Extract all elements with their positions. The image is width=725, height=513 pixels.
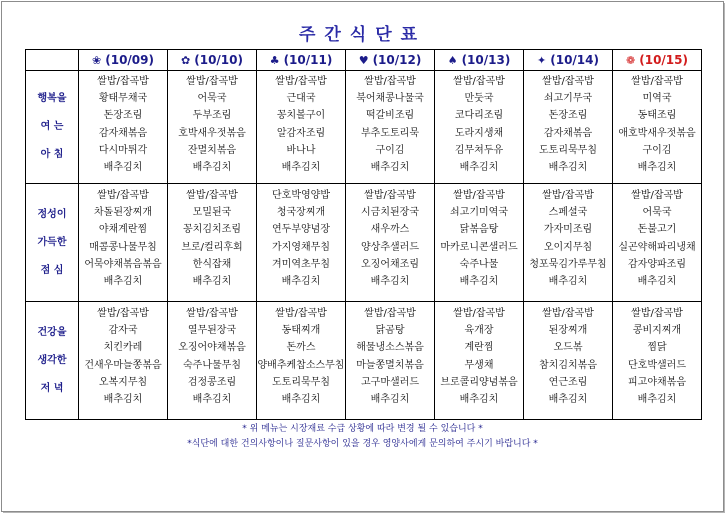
day-header	[435, 50, 524, 71]
menu-item: 배추김치	[459, 161, 499, 173]
menu-item: 피고야채볶음	[628, 376, 686, 388]
menu-item: 배추김치	[637, 161, 677, 173]
menu-cell	[79, 302, 168, 420]
meal-row	[26, 302, 702, 420]
menu-item: 쌀밥/잡곡밥	[453, 190, 505, 201]
menu-item: 배추김치	[370, 393, 410, 405]
menu-item: 쌀밥/잡곡밥	[275, 76, 327, 87]
menu-item: 쌀밥/잡곡밥	[542, 76, 594, 87]
menu-item: 만둣국	[464, 93, 494, 105]
menu-item: 감자채볶음	[98, 127, 148, 139]
menu-item: 오징어채조림	[361, 258, 419, 270]
menu-item: 쌀밥/잡곡밥	[275, 308, 327, 319]
menu-cell	[524, 302, 613, 420]
menu-item: 감자채볶음	[543, 127, 593, 139]
day-label: (10/14)	[550, 53, 599, 67]
menu-item: 실곤약해파리냉채	[618, 241, 696, 253]
menu-cell	[168, 184, 257, 302]
menu-item: 단호박영양밥	[272, 190, 330, 201]
menu-item: 배추김치	[370, 275, 410, 287]
menu-item: 무생채	[464, 359, 494, 371]
menu-cell	[435, 302, 524, 420]
menu-item: 돈장조림	[103, 110, 143, 122]
menu-item: 북어채콩나물국	[356, 93, 424, 105]
menu-item: 브로콜리양념볶음	[440, 376, 518, 388]
menu-item: 콩비지찌개	[632, 325, 682, 337]
menu-item: 쌀밥/잡곡밥	[186, 190, 238, 201]
menu-item: 쇠고기미역국	[450, 207, 508, 219]
day-label: (10/09)	[105, 53, 154, 67]
menu-item: 배추김치	[548, 275, 588, 287]
menu-item: 연두부양념장	[272, 224, 330, 236]
menu-item: 새우까스	[370, 224, 410, 236]
menu-item: 닭볶음탕	[459, 224, 499, 236]
menu-item: 배추김치	[192, 161, 232, 173]
menu-cell	[613, 71, 702, 184]
menu-item: 배추김치	[281, 161, 321, 173]
menu-item: 배추김치	[637, 275, 677, 287]
menu-item: 건새우마늘쫑볶음	[84, 359, 162, 371]
menu-item: 야채계란찜	[98, 224, 148, 236]
menu-item: 참치김치볶음	[539, 359, 597, 371]
menu-item: 바나나	[286, 144, 316, 156]
menu-item: 호박새우젓볶음	[178, 127, 246, 139]
menu-item: 배추김치	[459, 275, 499, 287]
menu-change-note: * 위 메뉴는 시장재료 수급 상황에 따라 변경 될 수 있습니다 *	[242, 424, 483, 434]
menu-cell	[346, 71, 435, 184]
menu-cell	[168, 302, 257, 420]
day-label: (10/11)	[283, 53, 333, 67]
flower-icon: ✦	[537, 54, 547, 67]
flower-icon: ♠	[447, 54, 458, 67]
menu-item: 돈불고기	[637, 224, 677, 236]
day-header-row	[26, 50, 702, 71]
day-label: (10/12)	[372, 53, 422, 67]
day-label: (10/13)	[461, 53, 511, 67]
menu-item: 배추김치	[281, 393, 321, 405]
menu-item: 쌀밥/잡곡밥	[186, 76, 238, 87]
menu-item: 감자국	[108, 325, 138, 337]
menu-item: 근대국	[286, 93, 316, 105]
menu-item: 치킨카레	[103, 342, 143, 354]
menu-item: 동태찌개	[281, 325, 321, 337]
menu-item: 쌀밥/잡곡밥	[186, 308, 238, 319]
menu-item: 꽁치김치조림	[183, 224, 241, 236]
menu-item: 미역국	[642, 93, 672, 105]
menu-item: 도토리묵무침	[539, 144, 597, 156]
flower-icon: ♥	[358, 54, 369, 67]
menu-item: 오드볶	[553, 342, 583, 354]
menu-cell	[524, 71, 613, 184]
menu-item: 쌀밥/잡곡밥	[631, 308, 683, 319]
meal-label	[26, 184, 79, 302]
menu-item: 다시마튀각	[98, 144, 148, 156]
menu-item: 양배추케찹소스무침	[257, 359, 345, 371]
menu-item: 시금치된장국	[361, 207, 419, 219]
menu-item: 꽁치볼구이	[276, 110, 326, 122]
menu-item: 애호박새우젓볶음	[618, 127, 696, 139]
menu-cell	[257, 184, 346, 302]
inquiry-note: *식단에 대한 건의사항이나 질문사항이 있을 경우 영양사에게 문의하여 주시기 바랍니다 *	[187, 439, 538, 449]
meal-label-line: 건강을	[37, 326, 67, 338]
menu-cell	[346, 184, 435, 302]
menu-cell	[346, 302, 435, 420]
menu-item: 배추김치	[370, 161, 410, 173]
menu-item: 황태무채국	[98, 93, 148, 105]
menu-item: 배추김치	[103, 393, 143, 405]
menu-item: 연근조림	[548, 376, 588, 388]
flower-icon: ❀	[92, 54, 102, 67]
menu-cell	[613, 184, 702, 302]
day-label: (10/10)	[194, 53, 243, 67]
menu-item: 숙주나물무침	[183, 359, 241, 371]
day-header	[613, 50, 702, 71]
menu-cell	[79, 71, 168, 184]
meal-label-line: 아 침	[40, 149, 64, 160]
meal-label-line: 정성이	[37, 208, 67, 220]
menu-item: 배추김치	[192, 393, 232, 405]
menu-item: 오징어야채볶음	[178, 342, 246, 354]
day-header	[346, 50, 435, 71]
menu-item: 숙주나물	[459, 258, 499, 270]
menu-item: 마카로니콘샐러드	[440, 241, 518, 253]
menu-item: 잔멸치볶음	[187, 144, 237, 156]
menu-item: 배추김치	[103, 161, 143, 173]
menu-item: 배추김치	[281, 275, 321, 287]
menu-item: 가지영채무침	[272, 241, 330, 253]
menu-item: 동태조림	[637, 110, 677, 122]
menu-item: 부추도토리묵	[361, 127, 419, 139]
menu-item: 두부조림	[192, 110, 232, 122]
menu-item: 쌀밥/잡곡밥	[97, 190, 149, 201]
menu-item: 쌀밥/잡곡밥	[97, 308, 149, 319]
menu-item: 매콤콩나물무침	[89, 241, 157, 253]
meal-label-line: 행복을	[37, 93, 67, 104]
menu-item: 육개장	[464, 325, 494, 337]
menu-item: 쌀밥/잡곡밥	[364, 190, 416, 201]
flower-icon: ❁	[626, 54, 636, 67]
menu-item: 양상추샐러드	[361, 241, 419, 253]
menu-item: 고구마샐러드	[361, 376, 419, 388]
weekly-menu-table	[25, 49, 702, 420]
meal-row	[26, 71, 702, 184]
page-title: 주간식단표	[298, 25, 427, 45]
menu-item: 쌀밥/잡곡밥	[631, 190, 683, 201]
meal-label	[26, 71, 79, 184]
menu-item: 오복지무침	[98, 376, 148, 388]
menu-cell	[79, 184, 168, 302]
menu-item: 도라지생채	[454, 127, 504, 139]
menu-item: 쌀밥/잡곡밥	[364, 308, 416, 319]
menu-cell	[257, 71, 346, 184]
menu-item: 배추김치	[637, 393, 677, 405]
meal-label-line: 여 는	[40, 121, 64, 132]
menu-item: 쌀밥/잡곡밥	[453, 76, 505, 87]
menu-item: 떡갈비조림	[365, 110, 415, 122]
menu-item: 단호박샐러드	[628, 359, 686, 371]
menu-item: 된장찌개	[548, 325, 588, 337]
menu-item: 쌀밥/잡곡밥	[542, 190, 594, 201]
menu-item: 쇠고기무국	[543, 93, 593, 105]
meal-label-line: 가득한	[37, 236, 67, 248]
menu-item: 쌀밥/잡곡밥	[631, 76, 683, 87]
menu-item: 청포묵김가루무침	[529, 258, 607, 270]
menu-item: 겨미역초무침	[272, 258, 330, 270]
menu-item: 청국장찌개	[276, 207, 326, 219]
menu-item: 김무쳐두유	[454, 144, 504, 156]
menu-item: 어묵국	[642, 207, 672, 219]
header-corner	[26, 50, 79, 71]
menu-item: 감자양파조림	[628, 258, 686, 270]
menu-cell	[168, 71, 257, 184]
menu-item: 구이김	[642, 144, 672, 156]
menu-item: 도토리묵무침	[272, 376, 330, 388]
menu-item: 배추김치	[548, 161, 588, 173]
meal-row	[26, 184, 702, 302]
menu-cell	[435, 71, 524, 184]
menu-item: 배추김치	[192, 275, 232, 287]
menu-item: 모밀된국	[192, 207, 232, 219]
menu-item: 구이김	[375, 144, 405, 156]
menu-item: 오이지무침	[543, 241, 593, 253]
menu-item: 닭곰탕	[375, 325, 405, 337]
menu-item: 열무된장국	[187, 325, 237, 337]
menu-cell	[613, 302, 702, 420]
menu-item: 가자미조림	[543, 224, 593, 236]
menu-item: 브로/컬리후회	[181, 241, 243, 253]
meal-label	[26, 302, 79, 420]
menu-item: 쌀밥/잡곡밥	[453, 308, 505, 319]
menu-cell	[257, 302, 346, 420]
menu-item: 마늘쫑멸치볶음	[356, 359, 424, 371]
menu-item: 돈까스	[286, 342, 316, 354]
menu-item: 돈장조림	[548, 110, 588, 122]
menu-cell	[435, 184, 524, 302]
menu-item: 검정콩조림	[187, 376, 237, 388]
menu-item: 배추김치	[548, 393, 588, 405]
menu-item: 한식잡채	[192, 258, 232, 270]
menu-item: 쌀밥/잡곡밥	[364, 76, 416, 87]
day-label: (10/15)	[639, 53, 688, 67]
menu-item: 코다리조림	[454, 110, 504, 122]
menu-item: 찜닭	[647, 342, 667, 354]
menu-item: 계란찜	[464, 342, 494, 354]
menu-item: 알감자조림	[276, 127, 326, 139]
menu-item: 쌀밥/잡곡밥	[97, 76, 149, 87]
meal-label-line: 점 심	[40, 264, 64, 276]
menu-item: 배추김치	[103, 275, 143, 287]
meal-label-line: 생각한	[37, 354, 67, 366]
menu-item: 쌀밥/잡곡밥	[542, 308, 594, 319]
menu-item: 해물냉소스볶음	[356, 342, 424, 354]
menu-item: 스페셜국	[548, 207, 588, 219]
day-header	[524, 50, 613, 71]
flower-icon: ✿	[181, 54, 191, 67]
day-header	[257, 50, 346, 71]
menu-item: 배추김치	[459, 393, 499, 405]
meal-label-line: 저 녁	[40, 382, 64, 394]
menu-cell	[524, 184, 613, 302]
menu-item: 차돌된장찌개	[94, 207, 152, 219]
menu-item: 어묵야채볶음볶음	[84, 258, 162, 270]
flower-icon: ♣	[269, 54, 280, 67]
menu-item: 어묵국	[197, 93, 227, 105]
day-header	[168, 50, 257, 71]
day-header	[79, 50, 168, 71]
